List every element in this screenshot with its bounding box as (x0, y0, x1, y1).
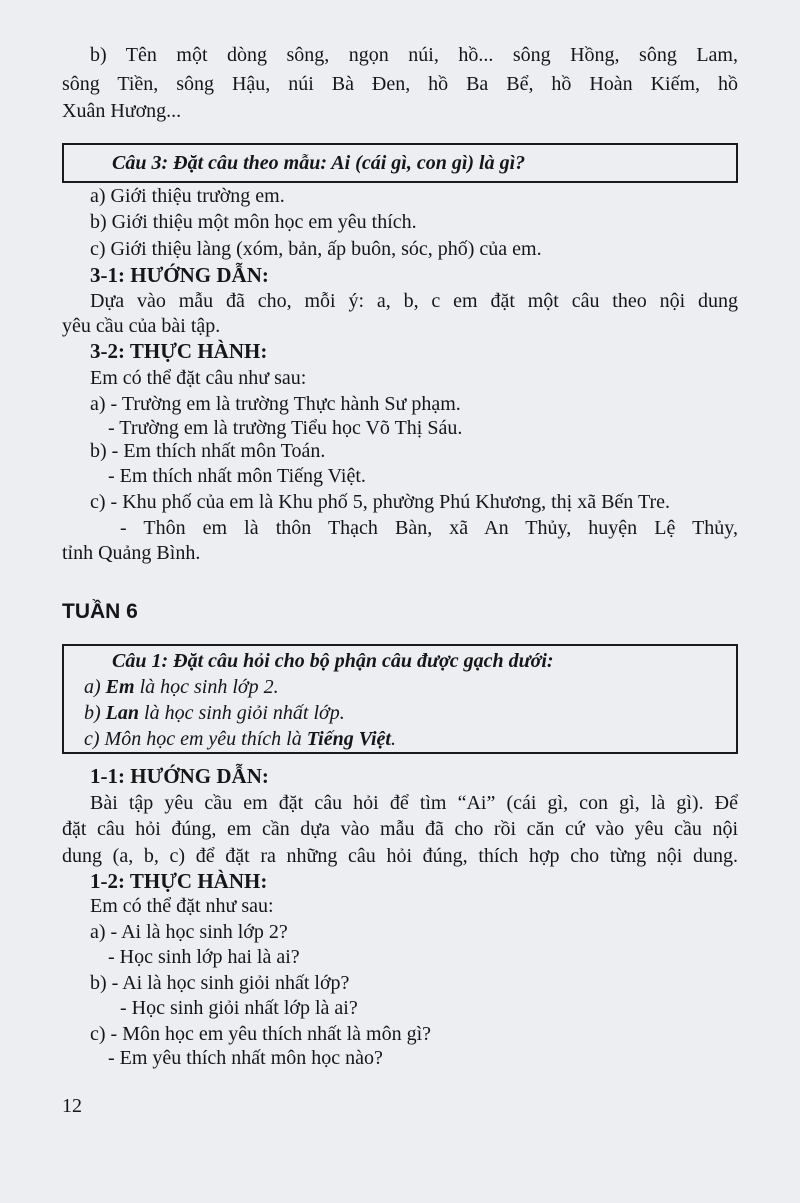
body-line: dung (a, b, c) để đặt ra những câu hỏi đúng, thích hợp cho từng nội dung. (62, 845, 738, 867)
underlined-part: Tiếng Việt (306, 728, 391, 750)
body-line: Bài tập yêu cầu em đặt câu hỏi để tìm “Ai” (cái gì, con gì, là gì). Để (90, 792, 738, 814)
exercise-title: Câu 1: Đặt câu hỏi cho bộ phận câu được gạch dưới: (112, 650, 554, 672)
exercise-item-c (84, 726, 396, 752)
section-heading: 1-1: HƯỚNG DẪN: (90, 764, 269, 788)
body-line: Xuân Hương... (62, 100, 182, 122)
section-heading: 3-1: HƯỚNG DẪN: (90, 263, 269, 287)
exercise-item-a (84, 674, 279, 700)
list-item: c) Giới thiệu làng (xóm, bản, ấp buôn, sóc, phố) của em. (90, 238, 542, 260)
item-rest: là học sinh lớp 2. (134, 676, 279, 698)
body-line: - Học sinh lớp hai là ai? (108, 946, 300, 968)
body-line: - Học sinh giỏi nhất lớp là ai? (120, 997, 358, 1019)
exercise-box-cau3 (62, 143, 738, 183)
body-line: a) - Ai là học sinh lớp 2? (90, 921, 288, 943)
section-heading: 1-2: THỰC HÀNH: (90, 869, 268, 893)
underlined-part: Em (105, 676, 135, 698)
body-line: Em có thể đặt như sau: (90, 895, 274, 917)
section-heading: 3-2: THỰC HÀNH: (90, 339, 268, 363)
week-heading: TUẦN 6 (62, 600, 138, 623)
item-rest: là học sinh giỏi nhất lớp. (139, 702, 345, 724)
body-line: tỉnh Quảng Bình. (62, 542, 201, 564)
body-line: sông Tiền, sông Hậu, núi Bà Đen, hồ Ba Bể, hồ Hoàn Kiếm, hồ (62, 73, 738, 95)
body-line: yêu cầu của bài tập. (62, 315, 221, 337)
item-rest: . (390, 728, 396, 750)
body-line: b) - Em thích nhất môn Toán. (90, 440, 326, 462)
item-prefix: b) (84, 702, 106, 724)
body-line: - Trường em là trường Tiểu học Võ Thị Sáu. (108, 417, 463, 439)
item-prefix: c) Môn học em yêu thích là (84, 728, 307, 750)
body-line: b) Tên một dòng sông, ngọn núi, hồ... sông Hồng, sông Lam, (90, 44, 738, 66)
list-item: b) Giới thiệu một môn học em yêu thích. (90, 211, 417, 233)
body-line: Dựa vào mẫu đã cho, mỗi ý: a, b, c em đặt một câu theo nội dung (90, 290, 738, 312)
underlined-part: Lan (105, 702, 140, 724)
body-line: a) - Trường em là trường Thực hành Sư phạm. (90, 393, 461, 415)
exercise-box-cau1 (62, 644, 738, 754)
body-line: đặt câu hỏi đúng, em cần dựa vào mẫu đã cho rồi căn cứ vào yêu cầu nội (62, 818, 738, 840)
body-line: - Thôn em là thôn Thạch Bàn, xã An Thủy, huyện Lệ Thủy, (120, 517, 738, 539)
body-line: c) - Khu phố của em là Khu phố 5, phường Phú Khương, thị xã Bến Tre. (90, 491, 670, 513)
page-number: 12 (62, 1095, 82, 1117)
body-line: - Em thích nhất môn Tiếng Việt. (108, 465, 366, 487)
exercise-title: Câu 3: Đặt câu theo mẫu: Ai (cái gì, con gì) là gì? (112, 152, 526, 174)
body-line: c) - Môn học em yêu thích nhất là môn gì? (90, 1023, 432, 1045)
list-item: a) Giới thiệu trường em. (90, 185, 285, 207)
exercise-item-b (84, 700, 345, 726)
body-line: - Em yêu thích nhất môn học nào? (108, 1047, 383, 1069)
item-prefix: a) (84, 676, 106, 698)
body-line: b) - Ai là học sinh giỏi nhất lớp? (90, 972, 350, 994)
body-line: Em có thể đặt câu như sau: (90, 367, 307, 389)
